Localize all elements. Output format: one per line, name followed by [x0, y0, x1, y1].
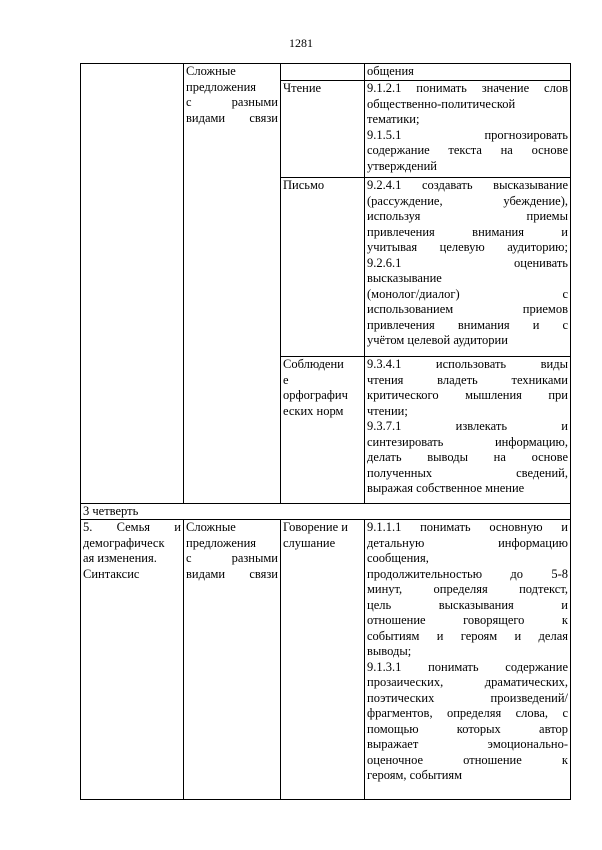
text-line: тематики; — [367, 112, 420, 126]
text-line: привлечения внимания и — [367, 224, 568, 239]
text-line: выражая собственное мнение — [367, 481, 525, 495]
text-line: выводы; — [367, 644, 412, 658]
text-line: чтения владеть техниками — [367, 372, 568, 387]
text-line: Чтение — [283, 81, 322, 95]
column-divider — [570, 63, 571, 800]
text-line: поэтических произведений/ — [367, 690, 568, 705]
text-line: чтении; — [367, 403, 408, 418]
text-line: высказывание — [367, 271, 442, 285]
text-line: (рассуждение, убеждение), — [367, 193, 568, 208]
text-line: цель высказывания и — [367, 597, 568, 612]
column-divider — [80, 63, 81, 800]
text-line: 9.1.5.1 прогнозировать — [367, 127, 568, 142]
text-line: содержание текста на основе — [367, 143, 568, 157]
text-line: общения — [367, 64, 414, 78]
objective-cell — [364, 519, 570, 784]
text-line: учитывая целевую аудиторию; — [367, 240, 568, 254]
text-line: героям, событиям — [367, 768, 463, 782]
text-line: используя приемы — [367, 209, 568, 223]
text-line: предложения — [186, 535, 257, 550]
text-line: минут, определяя подтекст, — [367, 582, 568, 596]
objective-cell — [364, 177, 570, 349]
text-line: (монолог/диалог) с — [367, 286, 568, 301]
skill-cell — [280, 80, 364, 97]
text-line: помощью которых автор — [367, 721, 568, 736]
curriculum-table — [80, 63, 571, 800]
text-line: 3 четверть — [83, 504, 139, 518]
column-divider — [280, 63, 281, 504]
text-line: утверждений — [367, 158, 437, 173]
text-line: детальную информацию — [367, 535, 568, 550]
text-line: слушание — [283, 535, 336, 550]
text-line: выражает эмоционально- — [367, 737, 568, 751]
text-line: фрагментов, определяя слова, с — [367, 706, 568, 720]
topic-cell — [183, 519, 280, 582]
text-line: е — [283, 372, 289, 387]
text-line: событиям и героям и делая — [367, 628, 568, 643]
text-line: с разными — [186, 551, 278, 565]
text-line: 9.1.1.1 понимать основную и — [367, 520, 568, 534]
section-cell — [80, 519, 183, 582]
text-line: оценочное отношение к — [367, 752, 568, 767]
text-line: прозаических, драматических, — [367, 675, 568, 689]
text-line: Соблюдени — [283, 357, 344, 371]
table-bottom-border — [80, 799, 571, 800]
page-number: 1281 — [289, 36, 313, 50]
text-line: полученных сведений, — [367, 465, 568, 480]
text-line: продолжительностью до 5-8 — [367, 566, 568, 581]
skill-cell — [280, 177, 364, 194]
text-line: 9.1.3.1 понимать содержание — [367, 659, 568, 674]
text-line: синтезировать информацию, — [367, 434, 568, 449]
text-line: Сложные — [186, 64, 236, 78]
text-line: видами связи — [186, 110, 278, 125]
text-line: 9.2.6.1 оценивать — [367, 255, 568, 270]
objective-cell — [364, 356, 570, 497]
column-divider — [280, 519, 281, 800]
objective-cell — [364, 63, 570, 80]
skill-cell — [280, 356, 364, 419]
text-line: сообщения, — [367, 551, 429, 565]
text-line: использованием приемов — [367, 302, 568, 316]
text-line: Синтаксис — [83, 566, 140, 581]
text-line: демографическ — [83, 535, 165, 550]
text-line: Говорение и — [283, 520, 348, 534]
quarter-label — [80, 503, 571, 520]
text-line: делать выводы на основе — [367, 450, 568, 464]
column-divider — [183, 63, 184, 504]
text-line: учётом целевой аудитории — [367, 333, 508, 347]
text-line: еских норм — [283, 403, 344, 418]
text-line: общественно-политической — [367, 96, 516, 111]
text-line: 9.3.7.1 извлекать и — [367, 419, 568, 433]
text-line: с разными — [186, 95, 278, 109]
text-line: Сложные — [186, 520, 236, 534]
text-line: критического мышления при — [367, 388, 568, 402]
text-line: 9.1.2.1 понимать значение слов — [367, 81, 568, 95]
text-line: 9.2.4.1 создавать высказывание — [367, 178, 568, 192]
topic-cell — [183, 63, 280, 126]
text-line: видами связи — [186, 566, 278, 581]
text-line: 9.3.4.1 использовать виды — [367, 357, 568, 371]
objective-cell — [364, 80, 570, 174]
text-line: ая изменения. — [83, 551, 157, 565]
text-line: орфографич — [283, 388, 348, 402]
text-line: Письмо — [283, 178, 325, 192]
text-line: отношение говорящего к — [367, 613, 568, 627]
text-line: 5. Семья и — [83, 520, 181, 534]
skill-cell — [280, 519, 364, 551]
text-line: предложения — [186, 79, 257, 94]
text-line: привлечения внимания и с — [367, 317, 568, 332]
